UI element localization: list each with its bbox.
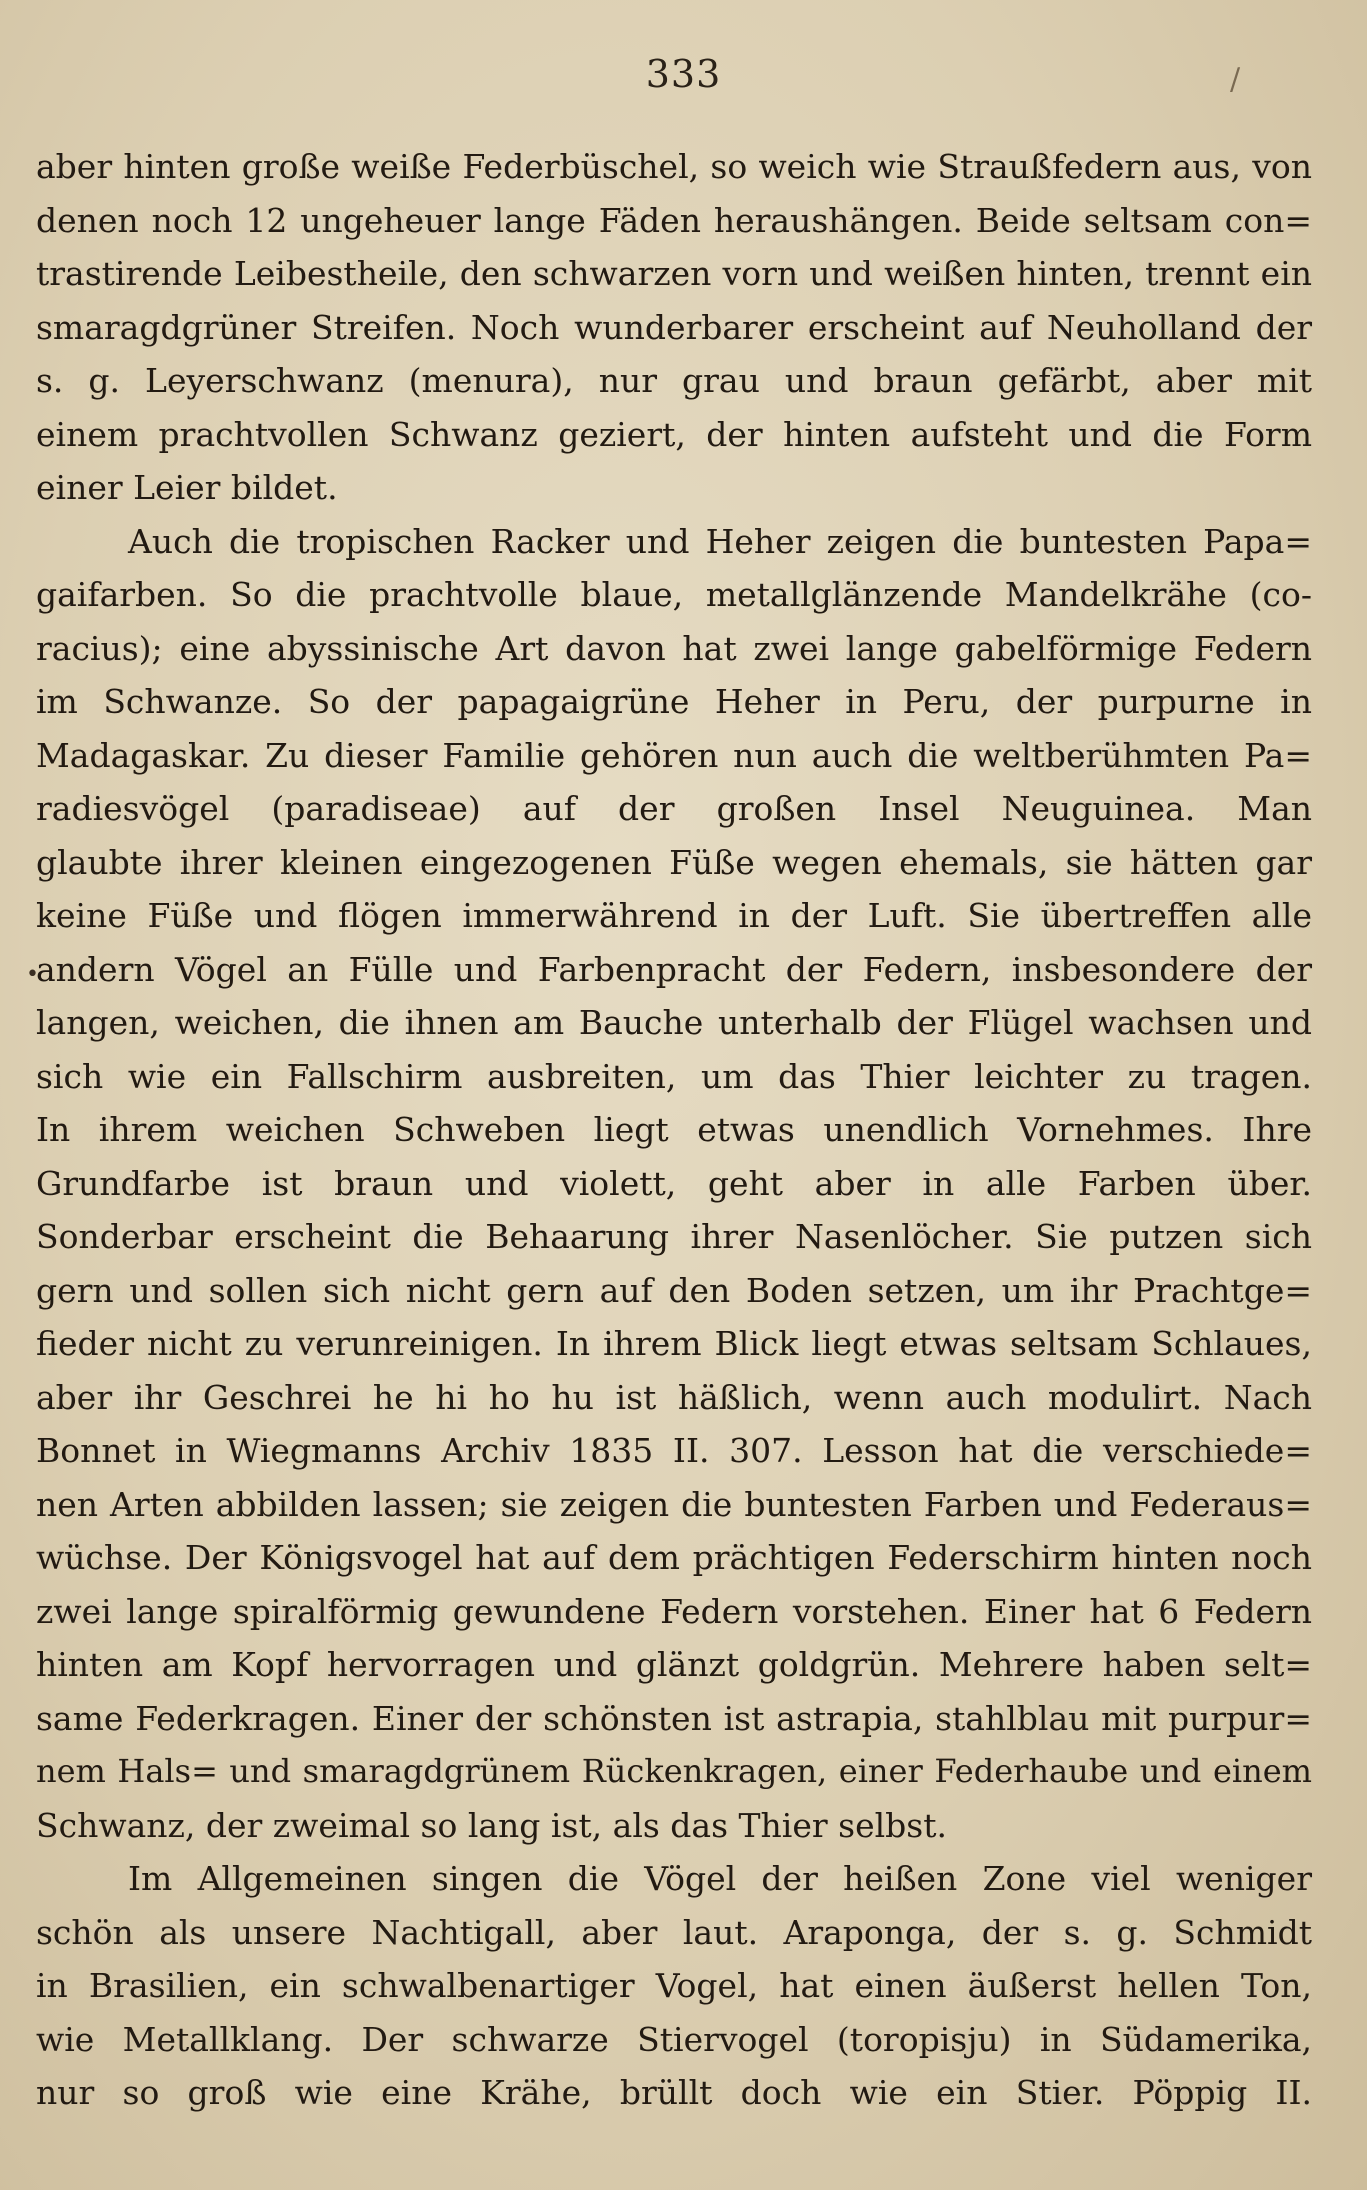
text-line: denen noch 12 ungeheuer lange Fäden heraushängen. Beide seltsam con= (36, 200, 1312, 240)
text-line: s. g. Leyerschwanz (menura), nur grau und braun gefärbt, aber mit (36, 361, 1312, 400)
paragraph-start-line: Im Allgemeinen singen die Vögel der heißen Zone viel weniger (128, 1859, 1312, 1898)
text-line: im Schwanze. So der papagaigrüne Heher in Peru, der purpurne in (36, 682, 1312, 721)
text-line: Bonnet in Wiegmanns Archiv 1835 II. 307. Lesson hat die verschiede= (36, 1431, 1312, 1470)
text-line: zwei lange spiralförmig gewundene Federn vorstehen. Einer hat 6 Federn (36, 1591, 1312, 1631)
text-line: einem prachtvollen Schwanz geziert, der hinten aufsteht und die Form (36, 414, 1312, 454)
text-line: smaragdgrüner Streifen. Noch wunderbarer erscheint auf Neuholland der (36, 307, 1312, 347)
margin-mark: • (26, 962, 39, 987)
pencil-mark: / (1230, 62, 1241, 97)
text-line: Madagaskar. Zu dieser Familie gehören nun auch die weltberühmten Pa= (36, 735, 1312, 775)
text-line: In ihrem weichen Schweben liegt etwas unendlich Vornehmes. Ihre (36, 1110, 1312, 1149)
text-line: racius); eine abyssinische Art davon hat zwei lange gabelförmige Federn (36, 628, 1312, 668)
paragraph-start-line: Auch die tropischen Racker und Heher zeigen die buntesten Papa= (128, 521, 1312, 561)
body-text (36, 140, 1312, 2120)
text-line: schön als unsere Nachtigall, aber laut. Araponga, der s. g. Schmidt (36, 1912, 1312, 1952)
text-line: radiesvögel (paradiseae) auf der großen Insel Neuguinea. Man (36, 789, 1312, 828)
text-line: glaubte ihrer kleinen eingezogenen Füße wegen ehemals, sie hätten gar (36, 842, 1312, 882)
text-line: nem Hals= und smaragdgrünem Rückenkragen, einer Federhaube und einem (36, 1752, 1312, 1790)
text-line: Schwanz, der zweimal so lang ist, als das Thier selbst. (36, 1805, 947, 1845)
text-line: trastirende Leibestheile, den schwarzen vorn und weißen hinten, trennt ein (36, 254, 1312, 293)
text-line: aber ihr Geschrei he hi ho hu ist häßlich, wenn auch modulirt. Nach (36, 1377, 1312, 1417)
text-line: gern und sollen sich nicht gern auf den Boden setzen, um ihr Prachtge= (36, 1270, 1312, 1310)
text-line: wie Metallklang. Der schwarze Stiervogel (toropisju) in Südamerika, (36, 2019, 1312, 2059)
text-line: nur so groß wie eine Krähe, brüllt doch wie ein Stier. Pöppig II. (36, 2073, 1312, 2112)
text-line: Grundfarbe ist braun und violett, geht aber in alle Farben über. (36, 1163, 1312, 1203)
text-line: einer Leier bildet. (36, 468, 338, 507)
text-line: fieder nicht zu verunreinigen. In ihrem Blick liegt etwas seltsam Schlaues, (36, 1324, 1312, 1363)
text-line: langen, weichen, die ihnen am Bauche unterhalb der Flügel wachsen und (36, 1003, 1312, 1042)
text-line: Sonderbar erscheint die Behaarung ihrer Nasenlöcher. Sie putzen sich (36, 1217, 1312, 1256)
text-line: in Brasilien, ein schwalbenartiger Vogel, hat einen äußerst hellen Ton, (36, 1966, 1312, 2005)
text-line: sich wie ein Fallschirm ausbreiten, um das Thier leichter zu tragen. (36, 1056, 1312, 1096)
text-line: aber hinten große weiße Federbüschel, so weich wie Straußfedern aus, von (36, 147, 1312, 186)
text-line: andern Vögel an Fülle und Farbenpracht der Federn, insbesondere der (36, 949, 1312, 989)
text-line: keine Füße und flögen immerwährend in der Luft. Sie übertreffen alle (36, 896, 1312, 935)
text-line: wüchse. Der Königsvogel hat auf dem prächtigen Federschirm hinten noch (36, 1538, 1312, 1577)
page-number: 333 (645, 52, 722, 96)
text-line: same Federkragen. Einer der schönsten ist astrapia, stahlblau mit purpur= (36, 1698, 1312, 1738)
text-line: hinten am Kopf hervorragen und glänzt goldgrün. Mehrere haben selt= (36, 1645, 1312, 1684)
text-line: gaifarben. So die prachtvolle blaue, metallglänzende Mandelkrähe (co- (36, 575, 1312, 614)
text-line: nen Arten abbilden lassen; sie zeigen die buntesten Farben und Federaus= (36, 1484, 1312, 1524)
